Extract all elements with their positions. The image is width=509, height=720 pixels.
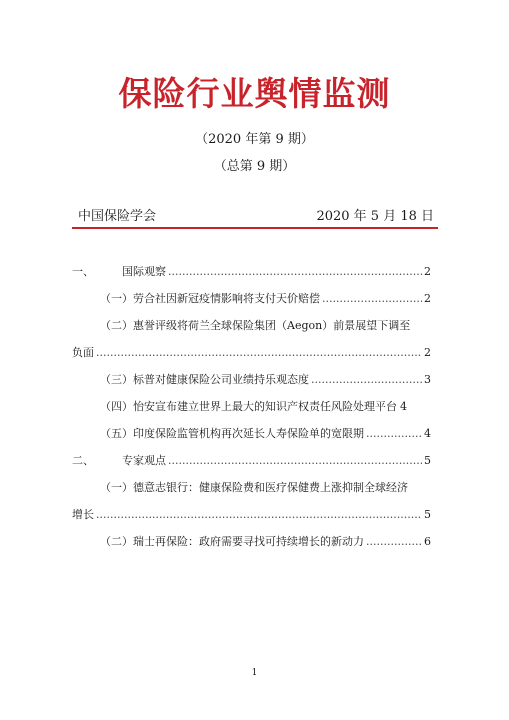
toc-page-number: 4: [400, 400, 407, 413]
toc-leader: [96, 339, 422, 366]
toc-item-title-line1: （一）德意志银行：健康保险费和医疗保健费上涨抑制全球经济: [100, 481, 408, 494]
toc-leader: [311, 366, 422, 393]
toc-item-fitch-aegon-cont[interactable]: [72, 339, 431, 366]
toc-item-india-grace[interactable]: [72, 420, 431, 447]
page-number: 1: [251, 668, 258, 678]
toc-leader: [96, 501, 422, 528]
toc-leader: [322, 285, 422, 312]
toc-item-deutsche-bank-cont[interactable]: [72, 501, 431, 528]
toc-item-title: （四）怡安宣布建立世界上最大的知识产权责任风险处理平台: [100, 400, 397, 413]
toc-section-title: 国际观察: [122, 265, 166, 278]
toc-item-title: （二）瑞士再保险：政府需要寻找可持续增长的新动力: [100, 535, 364, 548]
toc-item-title-line2: 增长: [72, 508, 94, 521]
toc-page-number: 2: [424, 292, 431, 305]
toc-item-swiss-re[interactable]: [72, 528, 431, 555]
toc-section-number: 一、: [72, 265, 94, 278]
toc-leader: [168, 447, 422, 474]
toc-item-deutsche-bank[interactable]: [72, 474, 431, 501]
toc-item-title: （五）印度保险监管机构再次延长人寿保险单的宽限期: [100, 427, 364, 440]
toc-leader: [366, 528, 422, 555]
issue-number: （2020 年第 9 期）: [195, 132, 314, 147]
toc-item-title: （一）劳合社因新冠疫情影响将支付天价赔偿: [100, 292, 320, 305]
total-issue-number: （总第 9 期）: [213, 159, 296, 174]
toc-section-experts[interactable]: [72, 447, 431, 474]
toc-page-number: 2: [424, 265, 431, 278]
toc-section-international[interactable]: [72, 258, 431, 285]
toc-page-number: 3: [424, 373, 431, 386]
toc-leader: [366, 420, 422, 447]
toc-page-number: 4: [424, 427, 431, 440]
toc-item-lloyds[interactable]: [72, 285, 431, 312]
toc-item-title: （三）标普对健康保险公司业绩持乐观态度: [100, 373, 309, 386]
toc-item-title-line2: 负面: [72, 346, 94, 359]
toc-page-number: 6: [424, 535, 431, 548]
report-title: 保险行业舆情监测: [118, 74, 391, 113]
toc-item-title-line1: （二）惠誉评级将荷兰全球保险集团（Aegon）前景展望下调至: [100, 319, 411, 332]
toc-item-sp-health[interactable]: [72, 366, 431, 393]
toc-section-title: 专家观点: [122, 454, 166, 467]
toc-page-number: 5: [424, 454, 431, 467]
publisher-name: 中国保险学会: [78, 209, 157, 224]
toc-page-number: 5: [424, 508, 431, 521]
toc-section-number: 二、: [72, 454, 94, 467]
publish-date: 2020 年 5 月 18 日: [316, 209, 434, 224]
table-of-contents: [72, 258, 431, 555]
header-rule: [72, 227, 438, 229]
toc-page-number: 2: [424, 346, 431, 359]
toc-item-aon-ip[interactable]: [72, 393, 431, 420]
toc-item-fitch-aegon[interactable]: [72, 312, 431, 339]
toc-leader: [168, 258, 422, 285]
